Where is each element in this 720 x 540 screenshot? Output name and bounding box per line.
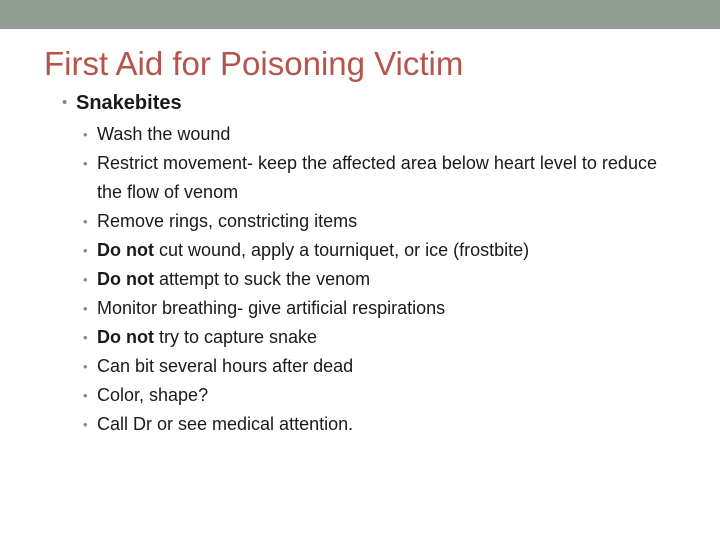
bullet-marker: • — [83, 330, 88, 345]
list-item — [83, 352, 683, 381]
bullet-marker: • — [83, 156, 88, 171]
list-item — [83, 410, 683, 439]
bullet-marker: • — [62, 94, 68, 111]
item-text: Wash the wound — [97, 124, 231, 144]
bullet-marker: • — [83, 417, 88, 432]
list-item — [83, 236, 683, 265]
bullet-marker: • — [83, 272, 88, 287]
item-text: Restrict movement- keep the affected area below heart level to reduce the flow of venom — [97, 153, 657, 202]
item-emphasis: Do not — [97, 240, 154, 260]
heading-snakebites: Snakebites — [76, 92, 182, 114]
bullet-marker: • — [83, 301, 88, 316]
list-item — [83, 149, 683, 207]
item-text: Monitor breathing- give artificial respirations — [97, 298, 446, 318]
bullet-marker: • — [83, 388, 88, 403]
bullet-snakebites — [62, 90, 182, 116]
list-item — [83, 323, 683, 352]
list-item — [83, 265, 683, 294]
bullet-marker: • — [83, 214, 88, 229]
item-text: Can bit several hours after dead — [97, 356, 354, 376]
item-emphasis: Do not — [97, 269, 154, 289]
item-text: attempt to suck the venom — [153, 269, 371, 289]
list-item — [83, 120, 683, 149]
list-item — [83, 294, 683, 323]
item-text: cut wound, apply a tourniquet, or ice (frostbite) — [153, 240, 530, 260]
item-text: Call Dr or see medical attention. — [97, 414, 354, 434]
list-item — [83, 207, 683, 236]
item-emphasis: Do not — [97, 327, 154, 347]
list-item — [83, 381, 683, 410]
bullet-marker: • — [83, 127, 88, 142]
snakebite-steps-list — [83, 120, 683, 439]
bullet-marker: • — [83, 359, 88, 374]
item-text: Color, shape? — [97, 385, 209, 405]
top-accent-bar — [0, 0, 720, 29]
item-text: try to capture snake — [153, 327, 318, 347]
item-text: Remove rings, constricting items — [97, 211, 358, 231]
slide-title: First Aid for Poisoning Victim — [44, 45, 464, 82]
bullet-marker: • — [83, 243, 88, 258]
